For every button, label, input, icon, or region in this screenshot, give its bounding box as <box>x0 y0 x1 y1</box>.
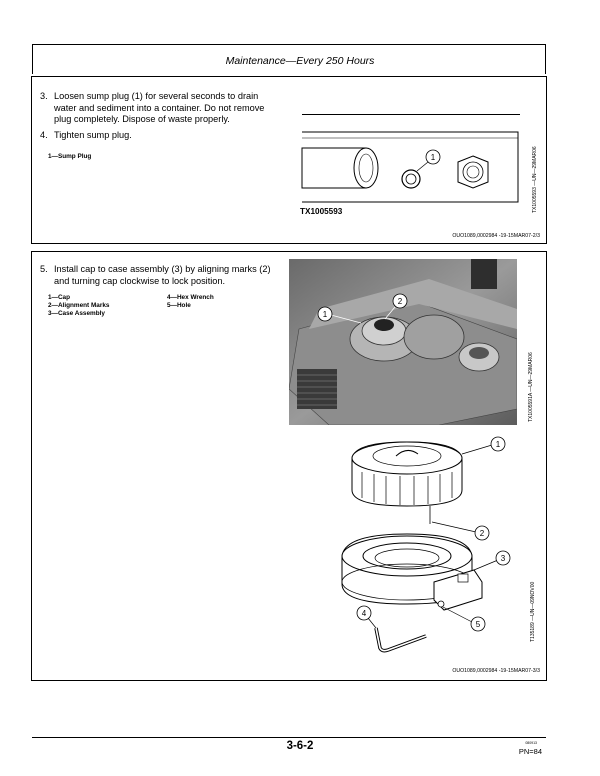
cap-assembly-drawing <box>322 432 512 657</box>
callout-number: 3 <box>500 554 506 563</box>
step-line: and turning cap clockwise to lock position. <box>54 275 226 286</box>
hex-fitting <box>458 156 488 188</box>
step-text <box>54 130 132 142</box>
figure-side-code: TX1005593 —UN—29MAR06 <box>532 146 538 213</box>
drawing-leader-3 <box>474 560 498 570</box>
footer-date-code: 080913 <box>525 741 537 745</box>
callout-number: 1 <box>430 153 436 162</box>
step-line: Loosen sump plug (1) for several seconds to drain <box>54 91 259 101</box>
page-header-title: Maintenance—Every 250 Hours <box>225 55 375 67</box>
legend-sump <box>48 153 91 161</box>
fig-frame-top <box>302 114 520 115</box>
hex-wrench-inner <box>376 628 426 651</box>
reference-code: OUO1089,0002984 -19-15MAR07-3/3 <box>452 668 540 674</box>
sump-plug-figure <box>298 110 523 214</box>
step-line: Tighten sump plug. <box>54 130 132 140</box>
callout-number: 2 <box>397 297 403 306</box>
section-cap-install <box>31 251 547 681</box>
drawing-leader-2 <box>432 522 476 532</box>
legend-item: 2—Alignment Marks <box>48 302 110 309</box>
footer-rule <box>32 737 546 738</box>
step-number: 5. <box>40 264 48 274</box>
photo-side-code: TX1005591A —UN—29MAR06 <box>528 352 534 422</box>
figure-id: TX1005593 <box>300 207 343 216</box>
cap-top <box>352 442 462 474</box>
legend-item: 3—Case Assembly <box>48 310 105 317</box>
callout-number: 1 <box>322 310 328 319</box>
drawing-leader-1 <box>462 445 492 454</box>
callout-number: 4 <box>361 609 367 618</box>
step-line: plug completely. Dispose of waste properly. <box>54 114 230 125</box>
lock-hole <box>438 601 444 607</box>
lock-tab-slot <box>458 574 468 582</box>
cap-photo <box>289 259 517 425</box>
drawing-leader-5 <box>443 607 472 622</box>
drawing-side-code: T135189 —UN—09NOV00 <box>530 581 536 642</box>
hose <box>471 259 497 289</box>
callout-number: 2 <box>479 529 485 538</box>
legend-item: 4—Hex Wrench <box>167 294 214 301</box>
callout-number: 5 <box>475 620 481 629</box>
sump-plug <box>402 170 420 188</box>
section-sump-plug <box>31 76 547 244</box>
round-cap-right-center <box>469 347 489 359</box>
drawing-leader-4 <box>368 618 376 628</box>
filter-housing <box>404 315 464 359</box>
cap-photo-top <box>374 319 394 331</box>
legend-left <box>48 294 109 318</box>
header-rule <box>32 44 546 45</box>
legend-item: 5—Hole <box>167 302 191 309</box>
page-number: 3-6-2 <box>286 740 314 752</box>
step-line: water and sediment into a container. Do not remove <box>54 102 265 113</box>
callout-number: 1 <box>495 440 501 449</box>
legend-item: 1—Sump Plug <box>48 153 92 160</box>
legend-item: 1—Cap <box>48 294 71 301</box>
step-line: Install cap to case assembly (3) by aligning marks (2) <box>54 264 271 274</box>
step-number: 4. <box>40 130 48 140</box>
reference-code: OUO1089,0002984 -19-15MAR07-2/3 <box>452 233 540 239</box>
page-pn: PN=84 <box>518 747 542 756</box>
step-text <box>54 91 264 126</box>
step-number: 3. <box>40 91 48 101</box>
step-text <box>54 264 271 287</box>
legend-right <box>167 294 214 310</box>
